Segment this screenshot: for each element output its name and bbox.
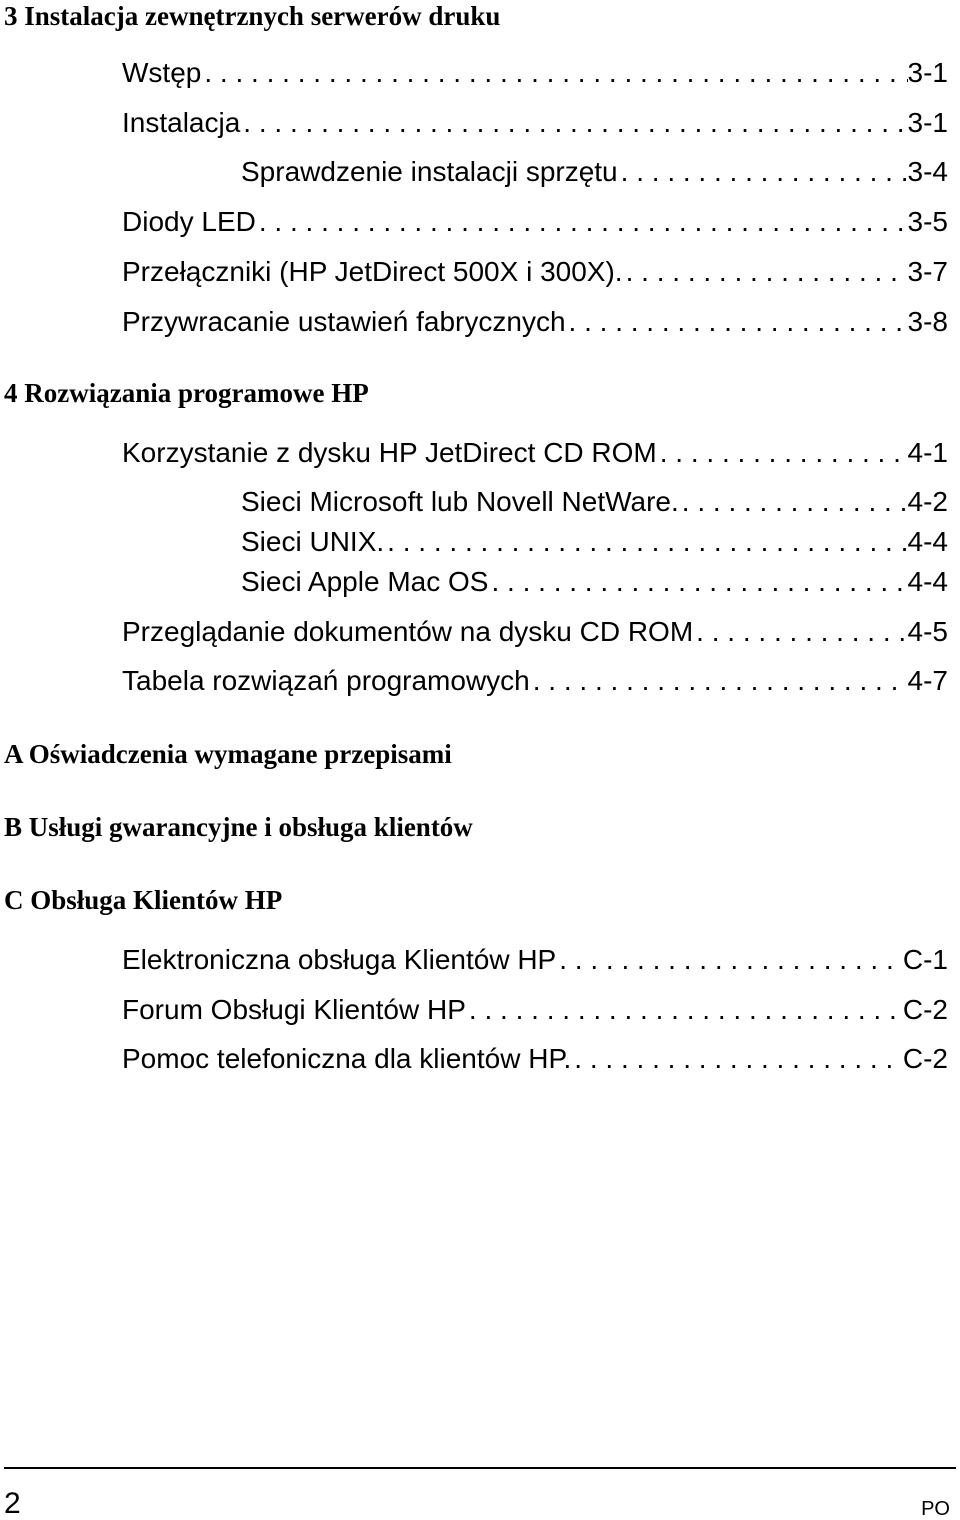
toc-entry[interactable]	[122, 106, 948, 140]
toc-entry-page: C-2	[902, 1043, 948, 1074]
toc-entry[interactable]	[122, 255, 948, 289]
toc-entry-title: Pomoc telefoniczna dla klientów HP.	[122, 1043, 572, 1074]
toc-entry-page: 4-7	[907, 665, 948, 696]
appendix-a-heading: A Oświadczenia wymagane przepisami	[4, 739, 452, 769]
toc-entry[interactable]	[241, 485, 948, 519]
toc-entry-page: 3-4	[907, 156, 948, 187]
dot-leader	[657, 436, 908, 470]
toc-entry-title: Sprawdzenie instalacji sprzętu	[241, 156, 618, 187]
chapter-4-heading: 4 Rozwiązania programowe HP	[4, 378, 369, 408]
toc-entry-title: Sieci Apple Mac OS	[241, 566, 489, 597]
toc-entry-page: C-2	[902, 994, 948, 1025]
toc-entry[interactable]	[241, 155, 948, 189]
toc-entry[interactable]	[122, 943, 948, 977]
toc-entry[interactable]	[122, 56, 948, 90]
toc-entry-page: C-1	[902, 944, 948, 975]
dot-leader	[556, 943, 903, 977]
toc-entry-title: Tabela rozwiązań programowych	[122, 665, 530, 696]
toc-entry[interactable]	[241, 565, 948, 599]
dot-leader	[488, 565, 907, 599]
toc-entry-title: Forum Obsługi Klientów HP	[122, 994, 466, 1025]
footer-divider	[4, 1467, 956, 1469]
toc-entry[interactable]	[122, 1042, 948, 1076]
toc-entry[interactable]	[122, 205, 948, 239]
dot-leader	[693, 615, 907, 649]
dot-leader	[240, 106, 907, 140]
toc-entry-title: Przełączniki (HP JetDirect 500X i 300X).	[122, 256, 623, 287]
toc-entry-page: 3-7	[907, 256, 948, 287]
toc-entry-title: Przeglądanie dokumentów na dysku CD ROM	[122, 616, 694, 647]
toc-entry[interactable]	[241, 525, 948, 559]
appendix-b-heading: B Usługi gwarancyjne i obsługa klientów	[4, 812, 473, 842]
toc-entry-title: Instalacja	[122, 107, 241, 138]
toc-entry-page: 3-1	[907, 57, 948, 88]
appendix-c-heading: C Obsługa Klientów HP	[4, 885, 283, 915]
toc-entry-title: Korzystanie z dysku HP JetDirect CD ROM	[122, 437, 657, 468]
toc-entry-page: 3-5	[907, 206, 948, 237]
chapter-3-heading: 3 Instalacja zewnętrznych serwerów druku	[4, 1, 501, 31]
toc-entry-page: 4-1	[907, 437, 948, 468]
dot-leader	[623, 255, 908, 289]
dot-leader	[618, 155, 908, 189]
dot-leader	[466, 993, 903, 1027]
dot-leader	[571, 1042, 903, 1076]
toc-entry-page: 4-2	[907, 486, 948, 517]
toc-entry[interactable]	[122, 436, 948, 470]
toc-entry-title: Elektroniczna obsługa Klientów HP	[122, 944, 557, 975]
toc-entry-title: Sieci Microsoft lub Novell NetWare.	[241, 486, 679, 517]
footer-language-code: PO	[921, 1498, 950, 1520]
toc-entry-page: 4-4	[907, 566, 948, 597]
toc-entry[interactable]	[122, 664, 948, 698]
toc-entry-title: Wstęp	[122, 57, 202, 88]
toc-entry-title: Przywracanie ustawień fabrycznych	[122, 306, 566, 337]
dot-leader	[201, 56, 907, 90]
footer-page-number: 2	[4, 1487, 21, 1520]
toc-entry[interactable]	[122, 305, 948, 339]
toc-entry-title: Sieci UNIX.	[241, 526, 385, 557]
dot-leader	[256, 205, 908, 239]
toc-entry-page: 3-1	[907, 107, 948, 138]
toc-entry-page: 3-8	[907, 306, 948, 337]
toc-entry-title: Diody LED	[122, 206, 256, 237]
dot-leader	[530, 664, 908, 698]
toc-entry[interactable]	[122, 993, 948, 1027]
toc-entry[interactable]	[122, 615, 948, 649]
dot-leader	[566, 305, 908, 339]
dot-leader	[384, 525, 907, 559]
toc-entry-page: 4-4	[907, 526, 948, 557]
dot-leader	[679, 485, 908, 519]
toc-entry-page: 4-5	[907, 616, 948, 647]
